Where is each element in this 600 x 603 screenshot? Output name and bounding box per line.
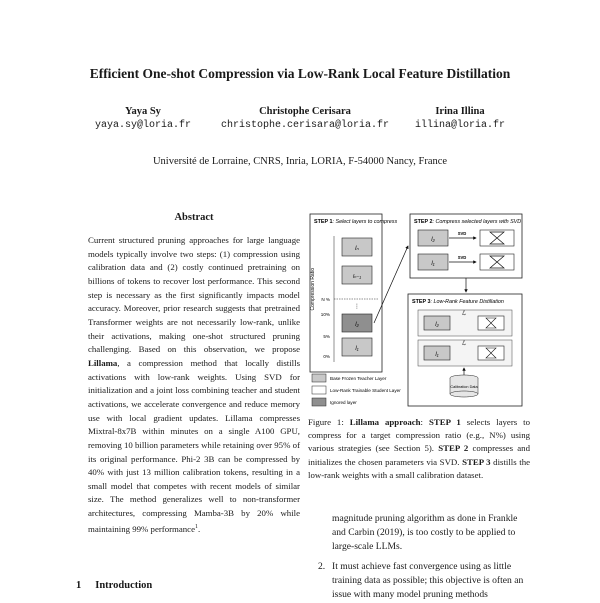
- abstract-text-1: Current structured pruning approaches for large language models typically involve two steps: (1) compression using calibration data and (2) costly continued pretraining on billions of tokens to recover lost performance. This second step is necessary as the first significantly impacts model accuracy. Moreover, prior research suggests that pretrained Transformer weights are not necessarily low-rank, unlike their activations, making one-shot structured pruning challenging. Based on this observation, we propose: [88, 235, 300, 355]
- author-name: Yaya Sy: [125, 106, 161, 117]
- list-number: 2.: [318, 561, 326, 572]
- list-item-continuation: magnitude pruning algorithm as done in Frankle and Carbin (2019), is too costly to be applied to large-scale LLMs.: [332, 513, 518, 553]
- svg-text:l₁: l₁: [435, 352, 439, 358]
- calibration-data-icon: Calibration Data: [450, 385, 478, 389]
- tick-label: N %: [321, 297, 330, 302]
- tick-label: 5%: [323, 334, 330, 339]
- loss-label: ℒ: [461, 341, 467, 347]
- author-email: yaya.sy@loria.fr: [94, 120, 191, 131]
- tick-label: 10%: [320, 312, 330, 317]
- caption-prefix: Figure 1:: [308, 417, 350, 427]
- svg-text:l₂: l₂: [435, 322, 439, 328]
- author-email: christophe.cerisara@loria.fr: [220, 120, 390, 131]
- caption-bold: STEP 3: [462, 456, 491, 467]
- author-name: Christophe Cerisara: [259, 106, 351, 117]
- body-paragraph: [332, 512, 532, 555]
- svd-label: SVD: [457, 255, 467, 260]
- layer-label: l₁: [355, 346, 359, 352]
- caption-bold: Lillama approach: [349, 417, 421, 427]
- abstract-heading: Abstract: [174, 212, 214, 223]
- step3-heading: STEP 3: Low-Rank Feature Distillation: [412, 299, 504, 305]
- step1-heading: STEP 1: Select layers to compress: [314, 219, 398, 225]
- legend-item: Base Frozen Teacher Layer: [330, 376, 387, 381]
- paper-title: Efficient One-shot Compression via Low-Rank Local Feature Distillation: [89, 66, 511, 81]
- abstract-text-2: , a compression method that locally distills activations with low-rank weights. Using SVD for initialization and a joint loss combining teacher and student activations, we accelerate convergence and reduce memory use with local gradient updates. Lillama compresses Mixtral-8x7B within minutes on a single A100 GPU, removing 10 billion parameters while retaining over 95% of its original performance. Phi-2 3B can be compressed by 40% with just 13 million calibration tokens, resulting in a small model that competes with recent models of similar size. The method generalizes well to non-transformer architectures, compressing Mamba-3B by 20% while maintaining 99% performance: [88, 357, 300, 534]
- svg-text:l₂: l₂: [431, 237, 435, 243]
- method-name: Lillama: [88, 357, 118, 368]
- caption-text: :: [420, 417, 429, 427]
- author-1: [88, 106, 198, 131]
- layer-label: lₙ₋₁: [352, 274, 362, 280]
- abstract-body: [88, 234, 300, 536]
- layer-label: l₂: [355, 322, 359, 328]
- caption-text: selects layers to compress for a target compression ratio (e.g., N%) using various strategies (see Section 5).: [308, 417, 530, 454]
- figure-caption: [308, 416, 530, 482]
- legend-item: Low-Rank Trainable Student Layer: [330, 388, 401, 393]
- tick-label: 0%: [323, 354, 330, 359]
- svd-label: SVD: [457, 231, 467, 236]
- loss-label: ℒ: [461, 311, 467, 317]
- author-2: [205, 106, 405, 131]
- author-3: [395, 106, 525, 131]
- section-title: Introduction: [95, 580, 153, 591]
- layer-label: lₙ: [355, 246, 359, 252]
- caption-bold: STEP 2: [438, 443, 469, 454]
- section-number: 1: [76, 580, 82, 591]
- step2-heading: STEP 2: Compress selected layers with SVD: [414, 219, 522, 225]
- author-name: Irina Illina: [435, 106, 485, 117]
- caption-text: distills the low-rank weights with a small calibration dataset.: [308, 456, 530, 480]
- figure-1: [308, 206, 524, 414]
- svg-text:⋮: ⋮: [354, 304, 360, 310]
- list-text: It must achieve fast convergence using as little training data as possible; this objective is often an issue with many model pruning methods: [332, 561, 524, 601]
- section-heading: [76, 580, 166, 591]
- legend-item: Ignored layer: [330, 400, 357, 405]
- caption-text: compresses and initializes the chosen parameters via SVD.: [308, 443, 530, 467]
- abstract-end: .: [198, 523, 201, 534]
- axis-label: Compression Ratio: [310, 268, 316, 311]
- caption-bold: STEP 1: [428, 417, 461, 427]
- author-email: illina@loria.fr: [414, 120, 505, 131]
- svg-text:l₁: l₁: [431, 261, 435, 267]
- affiliation: Université de Lorraine, CNRS, Inria, LORIA, F-54000 Nancy, France: [152, 156, 448, 167]
- footnote-marker: 1: [195, 523, 198, 530]
